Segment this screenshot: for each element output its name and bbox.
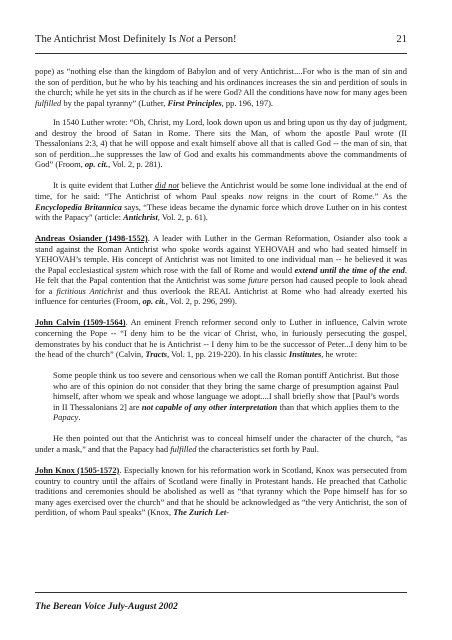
running-title: The Antichrist Most Definitely Is Not a Person!: [35, 34, 237, 45]
running-footer: The Berean Voice July-August 2002: [35, 601, 178, 612]
header-rule: [35, 53, 407, 54]
page-number: 21: [396, 34, 407, 45]
paragraph-luther-1540: In 1540 Luther wrote: “Oh, Christ, my Lord, look down upon us and bring upon us thy day of judgment, and destroy the brood of Satan in Rome. There sits the Man, of whom the apostle Paul wrote (II Thessalonians 2:3, 4) that he will oppose and exalt himself above all that is called God -- the man of sin, that son of perdition...he suppresses the law of God and exalts his commandments above the commandments of God” (Froom, op. cit., Vol. 2, p. 281).: [35, 117, 407, 170]
block-quote-calvin: Some people think us too severe and censorious when we call the Roman pontiff Antichrist. But those who are of this opinion do not consider that they bring the same charge of presumption against Paul himself, after whom we speak and whose language we adopt....I shall briefly show that [Paul’s words in II Thessalonians 2] are not capable of any other interpretation than that which applies them to the Papacy.: [53, 370, 399, 423]
citation-title: First Principles: [167, 97, 222, 108]
article-body: [35, 66, 407, 528]
paragraph-knox: John Knox (1505-1572). Especially known for his reformation work in Scotland, Knox was persecuted from country to country until the affairs of Scotland were finally in Protestant hands. He preached that Catholic traditions and ceremonies should be abolished as well as “that tyranny which the Pope himself has for so many ages exercised over the church” and that he should be acknowledged as “the very Antichrist, the son of perdition, of whom Paul speaks” (Knox, The Zurich Let-: [35, 464, 407, 518]
footer-rule: [35, 592, 407, 593]
section-heading-calvin: John Calvin (1509-1564): [35, 317, 126, 328]
paragraph-luther-quote-end: pope) as “nothing else than the kingdom of Babylon and of very Antichrist....For who is the man of sin and the son of perdition, but he who by his teaching and his ordinances increases the sin and perdition of souls in the church; while he yet sits in the church as if he were God? All the conditions have now for many ages been fulfilled by the papal tyranny” (Luther, First Principles, pp. 196, 197).: [35, 66, 407, 108]
emphasis-not: Not: [178, 34, 195, 45]
section-heading-knox: John Knox (1505-1572): [35, 464, 120, 475]
running-header: [35, 34, 407, 50]
paragraph-luther-belief: It is quite evident that Luther did not believe the Antichrist would be some lone individual at the end of time, for he said: “The Antichrist of whom Paul speaks now reigns in the court of Rome.” As the Encyclopedia Britannica says, “These ideas became the dynamic force which drove Luther on in his contest with the Papacy” (article: Antichrist, Vol. 2, p. 61).: [35, 180, 408, 223]
paragraph-calvin-mask: He then pointed out that the Antichrist was to conceal himself under the character of the church, “as under a mask,” and that the Papacy had fulfilled the characteristics set forth by Paul.: [35, 433, 407, 454]
section-heading-osiander: Andreas Osiander (1498-1552): [35, 233, 148, 244]
paragraph-osiander: Andreas Osiander (1498-1552). A leader with Luther in the German Reformation, Osiander also took a stand against the Roman Antichrist who spoke words against YEHOVAH and who had seated himself in YEHOVAH’s temple. His concept of Antichrist was not limited to one individual man -- he believed it was the Papal ecclesiastical system which rose with the fall of Rome and would extend until the time of the end. He felt that the Papal contention that the Antichrist was some future person had caused people to look ahead for a fictitious Antichrist and thus overlook the REAL Antichrist at Rome who had already exerted his influence for centuries (Froom, op. cit., Vol. 2, p. 296, 299).: [35, 233, 408, 307]
paragraph-calvin: John Calvin (1509-1564). An eminent French reformer second only to Luther in influence, Calvin wrote concerning the Pope -- “I deny him to be the vicar of Christ, who, in furiously persecuting the gospel, demonstrates by his conduct that he is Antichrist -- I deny him to be the successor of Peter...I deny him to be the head of the church” (Calvin, Tracts, Vol. 1, pp. 219-220). In his classic Institutes, he wrote:: [35, 317, 407, 360]
